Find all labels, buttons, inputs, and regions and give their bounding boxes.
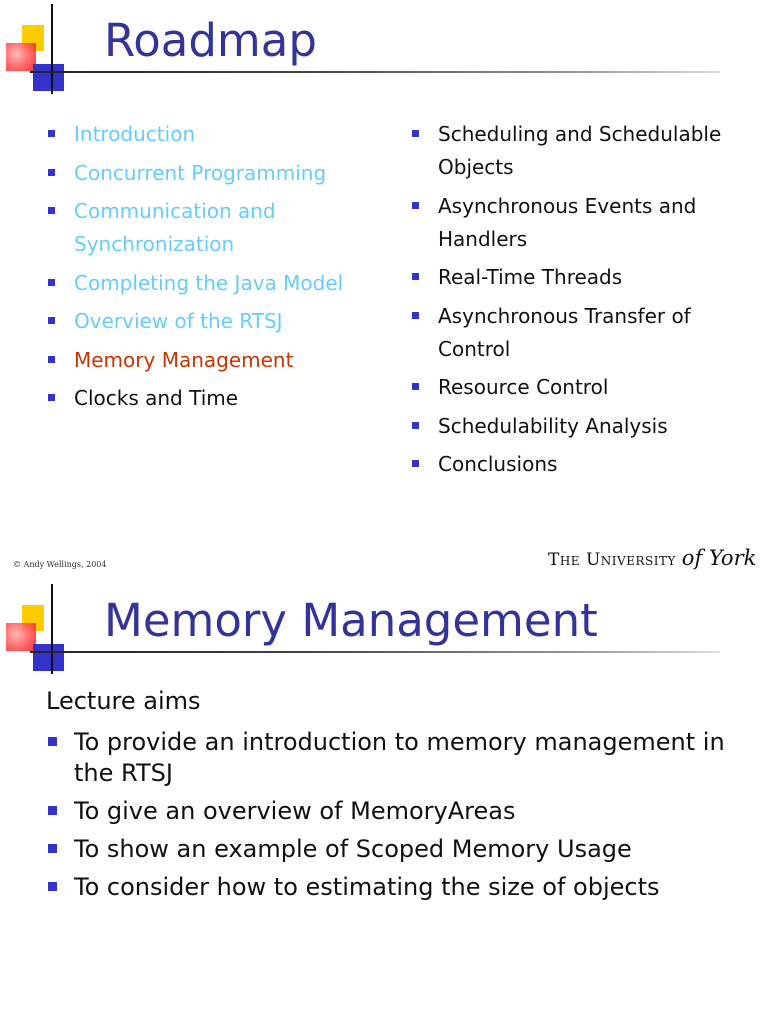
title-rule [30,651,720,653]
red-square-decoration [6,43,36,71]
aim-item: To provide an introduction to memory management in the RTSJ [46,727,756,789]
copyright-notice: © Andy Wellings, 2004 [13,560,107,569]
slide-title: Roadmap [104,14,317,67]
memory-management-slide [0,580,768,1024]
aim-item: To give an overview of MemoryAreas [46,796,756,827]
roadmap-list-right [410,118,760,487]
roadmap-item-current: Memory Management [46,344,386,377]
university-name: The University [548,550,676,570]
vertical-rule [51,584,53,674]
roadmap-list-left [46,118,386,421]
roadmap-item: Completing the Java Model [46,267,386,300]
blue-square-decoration [33,644,64,671]
blue-square-decoration [33,64,64,91]
roadmap-item: Resource Control [410,371,760,404]
roadmap-item: Overview of the RTSJ [46,305,386,338]
title-rule [30,71,720,73]
lecture-aims-list [46,727,756,910]
vertical-rule [51,4,53,94]
lecture-aims-heading: Lecture aims [46,687,201,715]
slide-logo-decoration [0,0,70,100]
roadmap-item: Communication and Synchronization [46,195,386,261]
aim-item: To consider how to estimating the size of objects [46,872,756,903]
roadmap-item: Scheduling and Schedulable Objects [410,118,760,184]
roadmap-item: Asynchronous Events and Handlers [410,190,760,256]
york-wordmark: of York [681,546,757,570]
roadmap-item: Asynchronous Transfer of Control [410,300,760,366]
roadmap-item: Clocks and Time [46,382,386,415]
roadmap-item: Conclusions [410,448,760,481]
roadmap-item: Introduction [46,118,386,151]
aim-item: To show an example of Scoped Memory Usage [46,834,756,865]
roadmap-item: Real-Time Threads [410,261,760,294]
red-square-decoration [6,623,36,651]
roadmap-item: Concurrent Programming [46,157,386,190]
roadmap-item: Schedulability Analysis [410,410,760,443]
university-logo [548,546,756,570]
slide-logo-decoration [0,580,70,680]
slide-title: Memory Management [104,594,598,647]
